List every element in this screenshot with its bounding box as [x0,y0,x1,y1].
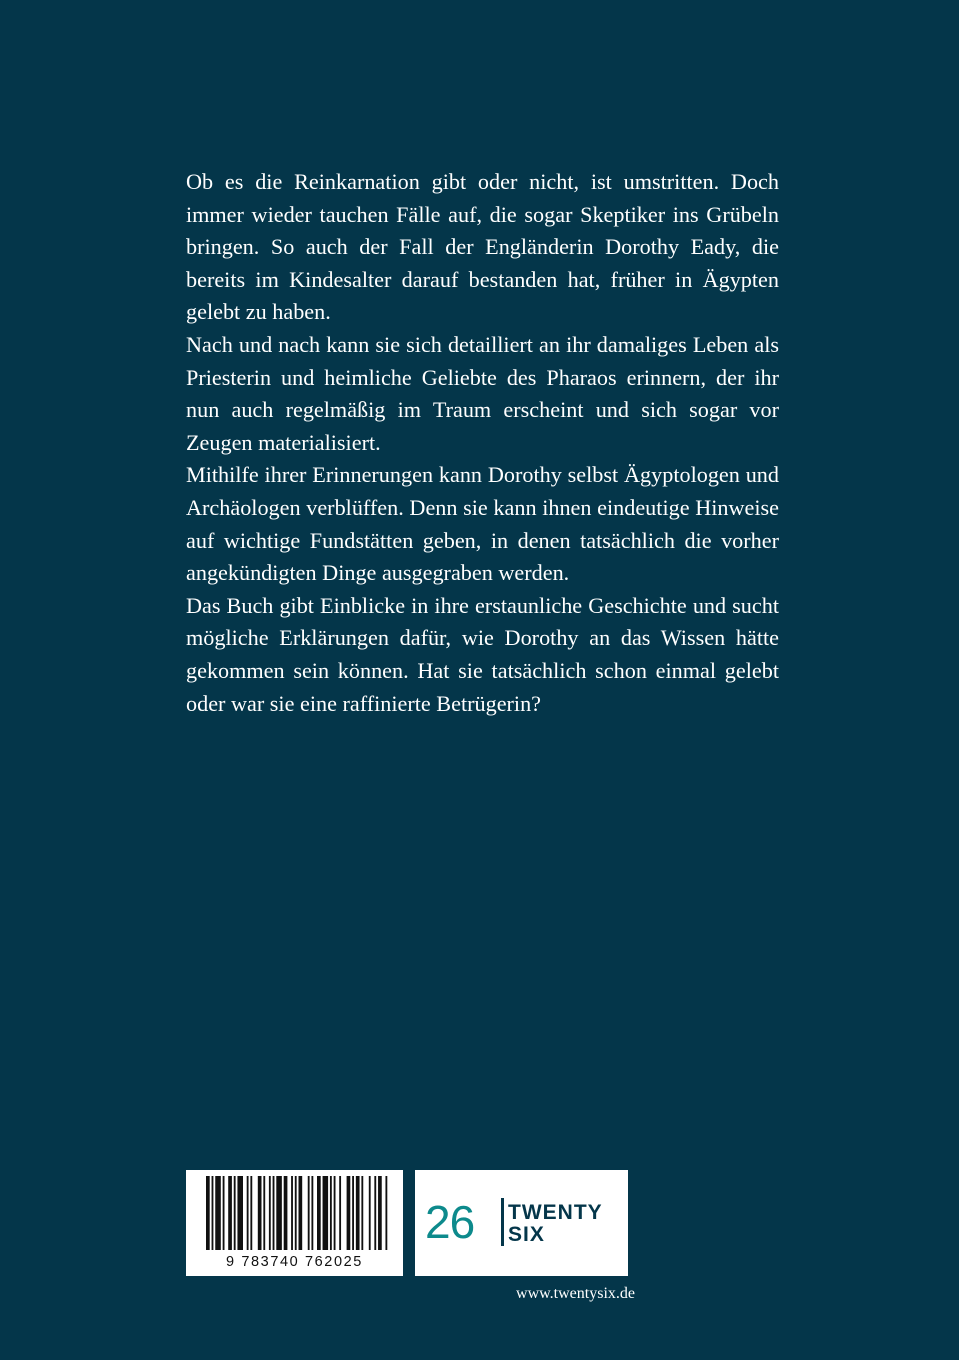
barcode-bar [269,1176,271,1250]
barcode-bar [361,1176,363,1250]
barcode-bar [369,1176,371,1250]
blurb-paragraph-4: Das Buch gibt Einblicke in ihre erstaunliche Geschichte und sucht mögliche Erklärungen dafür, wie Dorothy an das Wissen hätte gekommen sein können. Hat sie tatsächlich schon einmal gelebt oder war sie eine raffinierte Betrügerin? [186,592,779,716]
barcode-bar [299,1176,303,1250]
barcode-bar [276,1176,282,1250]
barcode-bar [250,1176,252,1250]
barcode-bar [228,1176,232,1250]
barcode-bar [295,1176,297,1250]
barcode-bar [323,1176,329,1250]
barcode-bar [311,1176,313,1250]
isbn-barcode [186,1170,403,1276]
barcode-bar [330,1176,332,1250]
barcode-bar [237,1176,243,1250]
barcode-bar [339,1176,341,1250]
logo-word-twenty: TWENTY [508,1201,603,1224]
barcode-bars [186,1170,403,1254]
barcode-bar [273,1176,275,1250]
barcode-bar [263,1176,265,1250]
barcode-bar [317,1176,321,1250]
barcode-bar [284,1176,288,1250]
barcode-bar [385,1176,387,1250]
publisher-website: www.twentysix.de [516,1285,635,1302]
barcode-bar [347,1176,351,1250]
barcode-bar [234,1176,236,1250]
barcode-bar [258,1176,262,1250]
barcode-bar [334,1176,336,1250]
barcode-bar [223,1176,225,1250]
logo-divider [501,1198,504,1246]
barcode-bar [356,1176,360,1250]
logo-number: 26 [425,1196,475,1248]
barcode-bar [206,1176,210,1250]
blurb-paragraph-2: Nach und nach kann sie sich detailliert an ihr damaliges Leben als Priesterin und heimliche Geliebte des Pharaos erinnern, der ihr nun auch regelmäßig im Traum erscheint und sich sogar vor Zeugen materialisiert. [186,331,779,455]
isbn-number: 9 783740 762025 [226,1254,363,1270]
barcode-bar [212,1176,214,1250]
barcode-bar [352,1176,354,1250]
barcode-bar [247,1176,249,1250]
blurb-paragraph-1: Ob es die Reinkarnation gibt oder nicht, ist umstritten. Doch immer wieder tauchen Fälle auf, die sogar Skeptiker ins Grübeln bringen. So auch der Fall der Engländerin Dorothy Eady, die bereits im Kindesalter darauf bestanden hat, früher in Ägypten gelebt zu haben. [186,169,779,325]
barcode-bar [215,1176,221,1250]
publisher-logo [415,1170,628,1276]
back-cover-blurb [186,166,779,720]
barcode-bar [308,1176,310,1250]
logo-word-six: SIX [508,1223,545,1246]
blurb-paragraph-3: Mithilfe ihrer Erinnerungen kann Dorothy selbst Ägyptologen und Archäologen verblüffen. Denn sie kann ihnen eindeutige Hinweise auf wichtige Fundstätten geben, in denen tatsächlich die vorher angekündigten Dinge ausgegraben werden. [186,462,779,586]
barcode-bar [291,1176,293,1250]
barcode-bar [378,1176,382,1250]
barcode-bar [374,1176,376,1250]
